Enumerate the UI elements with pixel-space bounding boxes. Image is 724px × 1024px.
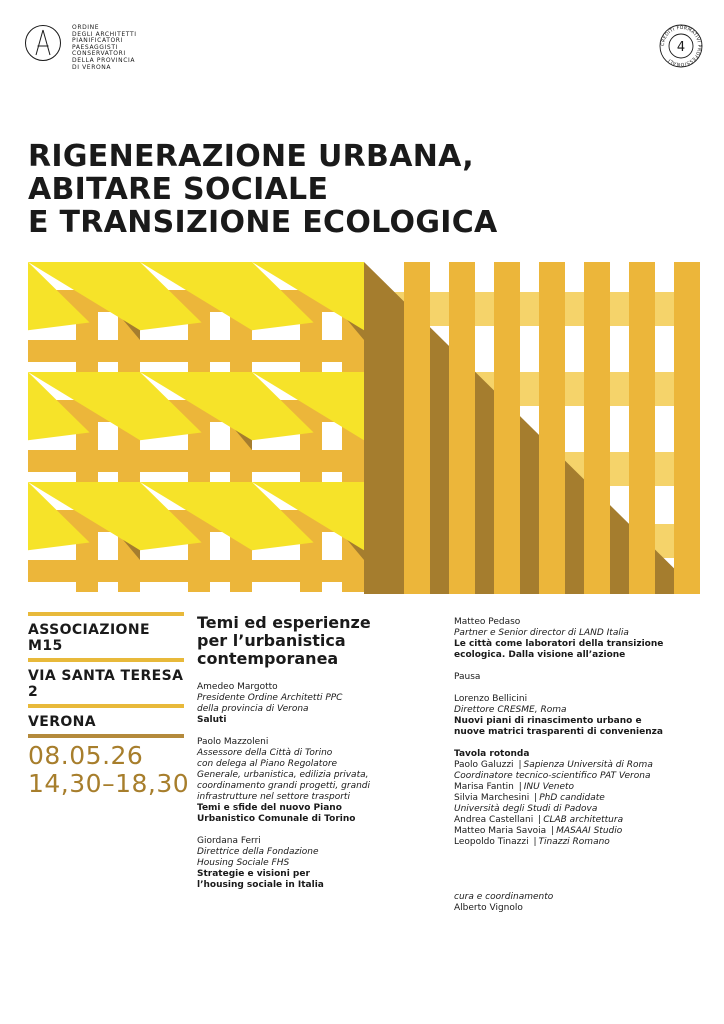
speaker-name: Giordana Ferri [197,836,261,846]
separator: | [518,760,522,770]
org-line: PIANIFICATORI [72,37,123,45]
program-part-1 [197,614,377,902]
speaker-role: coordinamento grandi progetti, grandi [197,781,370,791]
participant-role: Sapienza Università di Roma [523,760,653,770]
org-line: DELLA PROVINCIA [72,56,136,64]
roundtable-row [454,804,704,815]
org-line: PAESAGGISTI [72,43,118,51]
talk-title: Le città come laboratori della transizione [454,639,664,649]
organization-name [72,25,137,71]
speaker-role: Direttore CRESME, Roma [454,705,567,715]
speaker-block [454,694,704,738]
venue-name: ASSOCIAZIONE M15 [28,622,150,654]
separator: | [518,782,522,792]
program-heading: Temi ed esperienze per l’urbanistica contemporanea [197,613,371,668]
pattern-bar [539,262,565,594]
roundtable-row [454,771,704,782]
curation-block [454,892,704,914]
roundtable-row [454,760,704,771]
org-line: DEGLI ARCHITETTI [72,30,137,38]
participant-role: MASAAI Studio [556,826,623,836]
talk-title: Temi e sfide del nuovo Piano [197,803,342,813]
separator: | [534,793,538,803]
speaker-name: Amedeo Margotto [197,682,278,692]
participant-role: PhD candidate [539,793,605,803]
speaker-role: Presidente Ordine Architetti PPC [197,693,343,703]
pause-label: Pausa [454,672,481,682]
roundtable-row [454,793,704,804]
speaker-block [197,836,377,891]
separator: | [551,826,555,836]
divider [28,734,184,738]
pattern-bar [584,262,610,594]
talk-title: l’housing sociale in Italia [197,880,324,890]
speaker-role: con delega al Piano Regolatore [197,759,338,769]
talk-title: Nuovi piani di rinascimento urbano e [454,716,642,726]
speaker-name: Lorenzo Bellicini [454,694,528,704]
speaker-block [454,617,704,661]
roundtable-row [454,837,704,848]
roundtable-title: Tavola rotonda [454,749,530,759]
participant-role: Tinazzi Romano [538,837,610,847]
title-line: ABITARE SOCIALE [28,172,329,207]
title-line: E TRANSIZIONE ECOLOGICA [28,205,498,240]
credits-badge [659,24,703,68]
org-line: ORDINE [72,24,100,31]
org-line: DI VERONA [72,63,112,71]
pattern-bar [449,262,475,594]
pattern-bar [629,262,655,594]
speaker-role: Direttrice della Fondazione [197,847,319,857]
speaker-name: Paolo Mazzoleni [197,737,269,747]
talk-title: Saluti [197,715,227,725]
separator: | [533,837,537,847]
venue-address: VIA SANTA TERESA 2 [28,668,184,700]
title-line: RIGENERAZIONE URBANA, [28,139,474,174]
speaker-block [197,737,377,825]
participant-role: Università degli Studi di Padova [454,804,598,814]
venue-block [28,612,190,798]
roundtable-row [454,782,704,793]
separator: | [538,815,542,825]
speaker-block [197,682,377,726]
participant-name: Leopoldo Tinazzi [454,837,529,847]
event-time: 14,30–18,30 [28,769,190,798]
org-line: CONSERVATORI [72,50,126,58]
order-logo-icon [24,24,62,62]
participant-name: Andrea Castellani [454,815,534,825]
badge-text: CREDITI FORMATIVI PROFESSIONALI [660,25,702,67]
talk-title: Strategie e visioni per [197,869,310,879]
roundtable-row [454,826,704,837]
speaker-name: Matteo Pedaso [454,617,521,627]
talk-title: Urbanistico Comunale di Torino [197,814,356,824]
speaker-role: Assessore della Città di Torino [197,748,333,758]
program-part-2 [454,617,704,914]
venue-city: VERONA [28,714,97,730]
geometric-pattern [28,262,700,594]
participant-name: Marisa Fantin [454,782,514,792]
speaker-role: Housing Sociale FHS [197,858,290,868]
participant-role: Coordinatore tecnico-scientifico PAT Verona [454,771,651,781]
participant-role: INU Veneto [523,782,575,792]
participant-role: CLAB architettura [543,815,624,825]
curation-label: cura e coordinamento [454,892,554,902]
event-title [28,140,498,239]
speaker-role: Partner e Senior director di LAND Italia [454,628,629,638]
badge-number: 4 [676,40,686,55]
event-date: 08.05.26 [28,741,144,770]
participant-name: Silvia Marchesini [454,793,530,803]
curator-name: Alberto Vignolo [454,903,523,913]
roundtable-row [454,815,704,826]
speaker-role: infrastrutture nel settore trasporti [197,792,350,802]
participant-name: Paolo Galuzzi [454,760,514,770]
pattern-bar [404,262,430,594]
talk-title: ecologica. Dalla visione all’azione [454,650,626,660]
participant-name: Matteo Maria Savoia [454,826,547,836]
talk-title: nuove matrici trasparenti di convenienza [454,727,663,737]
speaker-role: Generale, urbanistica, edilizia privata, [197,770,369,780]
speaker-role: della provincia di Verona [197,704,309,714]
roundtable-block [454,749,704,848]
pattern-bar [494,262,520,594]
